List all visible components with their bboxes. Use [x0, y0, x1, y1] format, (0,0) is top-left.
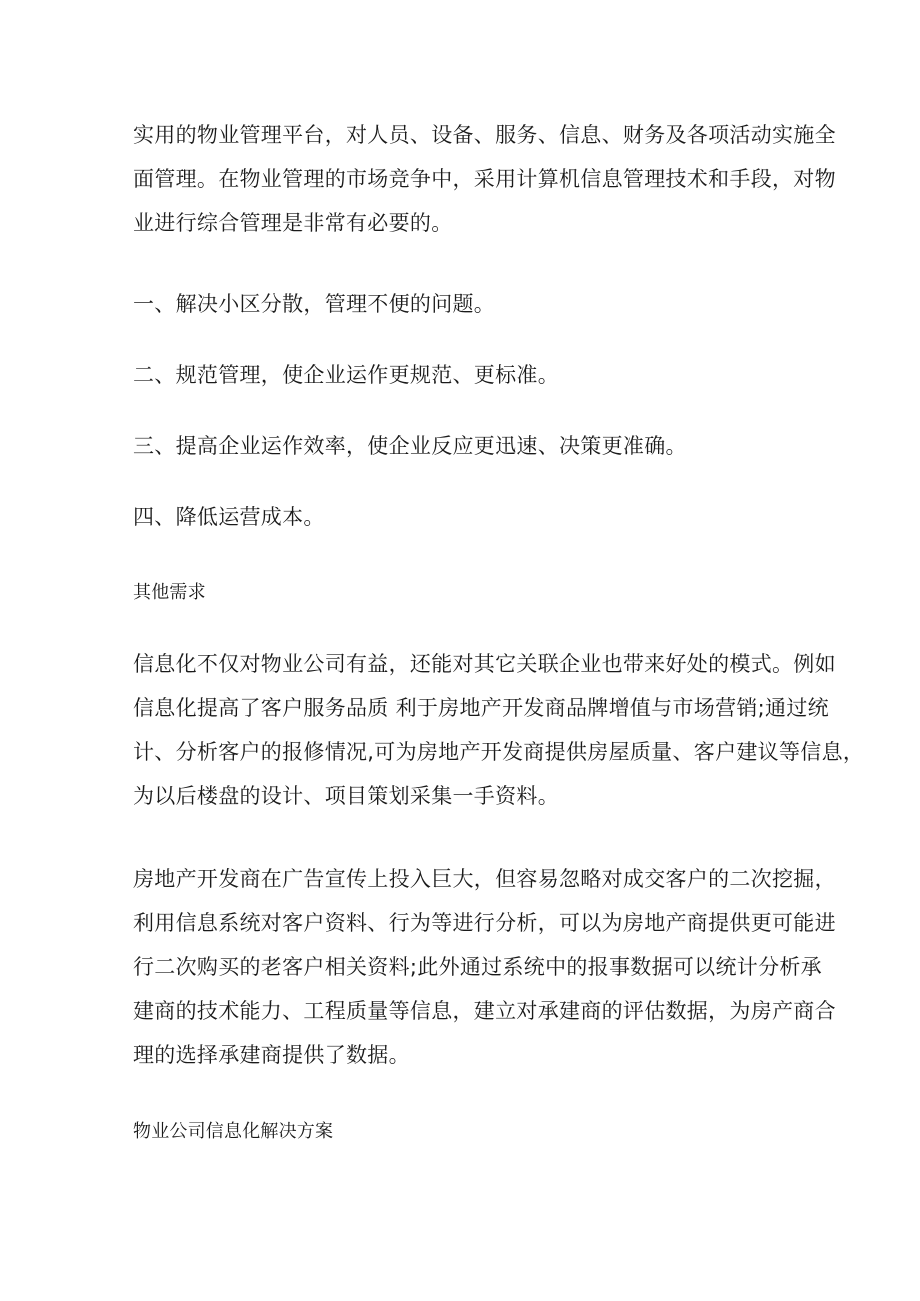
- text-line: 三、提高企业运作效率，使企业反应更迅速、决策更准确。: [133, 434, 687, 458]
- text-line: 业进行综合管理是非常有必要的。: [133, 211, 453, 235]
- text-line: 理的选择承建商提供了数据。: [133, 1043, 410, 1067]
- point-1: [133, 282, 813, 326]
- other-paragraph-1: [133, 642, 865, 818]
- text-line: 利用信息系统对客户资料、行为等进行分析，可以为房地产商提供更可能进: [133, 911, 836, 935]
- point-4: [133, 495, 813, 539]
- text-line: 行二次购买的老客户相关资料;此外通过系统中的报事数据可以统计分析承: [133, 955, 822, 979]
- text-line: 四、降低运营成本。: [133, 505, 325, 529]
- text-line: 为以后楼盘的设计、项目策划采集一手资料。: [133, 784, 559, 808]
- text-line: 房地产开发商在广告宣传上投入巨大，但容易忽略对成交客户的二次挖掘，: [133, 867, 836, 891]
- text-line: 计、分析客户的报修情况,可为房地产开发商提供房屋质量、客户建议等信息，: [133, 740, 865, 764]
- point-3: [133, 424, 813, 468]
- text-line: 信息化不仅对物业公司有益，还能对其它关联企业也带来好处的模式。例如: [133, 652, 836, 676]
- text-line: 建商的技术能力、工程质量等信息，建立对承建商的评估数据，为房产商合: [133, 999, 836, 1023]
- section-heading-solution: 物业公司信息化解决方案: [133, 1121, 334, 1142]
- text-line: 实用的物业管理平台，对人员、设备、服务、信息、财务及各项活动实施全: [133, 123, 836, 147]
- point-2: [133, 353, 813, 397]
- other-paragraph-2: [133, 857, 836, 1077]
- text-line: 面管理。在物业管理的市场竞争中，采用计算机信息管理技术和手段，对物: [133, 167, 836, 191]
- section-heading-other: 其他需求: [133, 582, 206, 603]
- text-line: 二、规范管理，使企业运作更规范、更标准。: [133, 363, 559, 387]
- intro-paragraph: [133, 113, 836, 245]
- text-line: 信息化提高了客户服务品质 利于房地产开发商品牌增值与市场营销;通过统: [133, 696, 829, 720]
- text-line: 一、解决小区分散，管理不便的问题。: [133, 292, 496, 316]
